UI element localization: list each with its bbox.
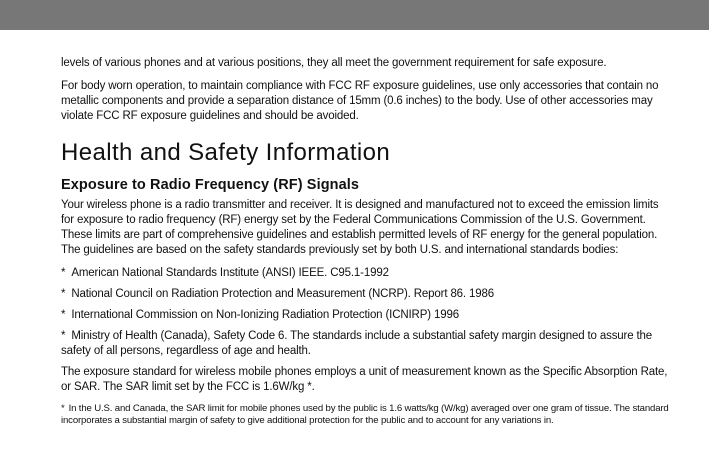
continued-paragraph: levels of various phones and at various positions, they all meet the government requirement for safe exposure. <box>61 57 607 69</box>
bullet-marker: * <box>61 330 66 342</box>
bullet-text: Ministry of Health (Canada), Safety Code 6. The standards include a substantial safety margin designed to assure the safety of all persons, regardless of age and health. <box>61 330 653 357</box>
bullet-marker: * <box>61 288 66 300</box>
bullet-marker: * <box>61 309 66 321</box>
bullet-item <box>61 287 669 302</box>
subsection-heading: Exposure to Radio Frequency (RF) Signals <box>61 177 360 193</box>
bullet-text: National Council on Radiation Protection and Measurement (NCRP). Report 86. 1986 <box>71 288 495 300</box>
bullet-item <box>61 308 669 323</box>
bullet-item <box>61 266 669 281</box>
bullet-text: American National Standards Institute (ANSI) IEEE. C95.1-1992 <box>71 267 389 279</box>
intro-paragraph: Your wireless phone is a radio transmitter and receiver. It is designed and manufactured not to exceed the emission limits for exposure to radio frequency (RF) energy set by the Federal Communications Commission of the U.S. Government. These limits are part of comprehensive guidelines and establish permitted levels of RF energy for the general population. The guidelines are based on the safety standards previously set by both U.S. and international standards bodies: <box>61 199 659 256</box>
section-heading: Health and Safety Information <box>61 139 391 166</box>
body-worn-paragraph: For body worn operation, to maintain compliance with FCC RF exposure guidelines, use only accessories that contain no metallic components and provide a separation distance of 15mm (0.6 inches) to the body. Use of other accessories may violate FCC RF exposure guidelines and should be avoided. <box>61 80 659 122</box>
page-content <box>61 56 669 426</box>
bullet-item <box>61 329 669 359</box>
bullet-marker: * <box>61 267 66 279</box>
sar-paragraph: The exposure standard for wireless mobile phones employs a unit of measurement known as the Specific Absorption Rate, or SAR. The SAR limit set by the FCC is 1.6W/kg *. <box>61 366 668 393</box>
footnote-marker: * <box>61 403 65 414</box>
header-bar <box>0 0 709 30</box>
footnote-text: In the U.S. and Canada, the SAR limit for mobile phones used by the public is 1.6 watts/kg (W/kg) averaged over one gram of tissue. The standard incorporates a substantial margin of safety to give additional protection for the public and to account for any variations in. <box>61 403 669 426</box>
footnote <box>61 403 669 426</box>
bullet-text: International Commission on Non-Ionizing Radiation Protection (ICNIRP) 1996 <box>71 309 459 321</box>
